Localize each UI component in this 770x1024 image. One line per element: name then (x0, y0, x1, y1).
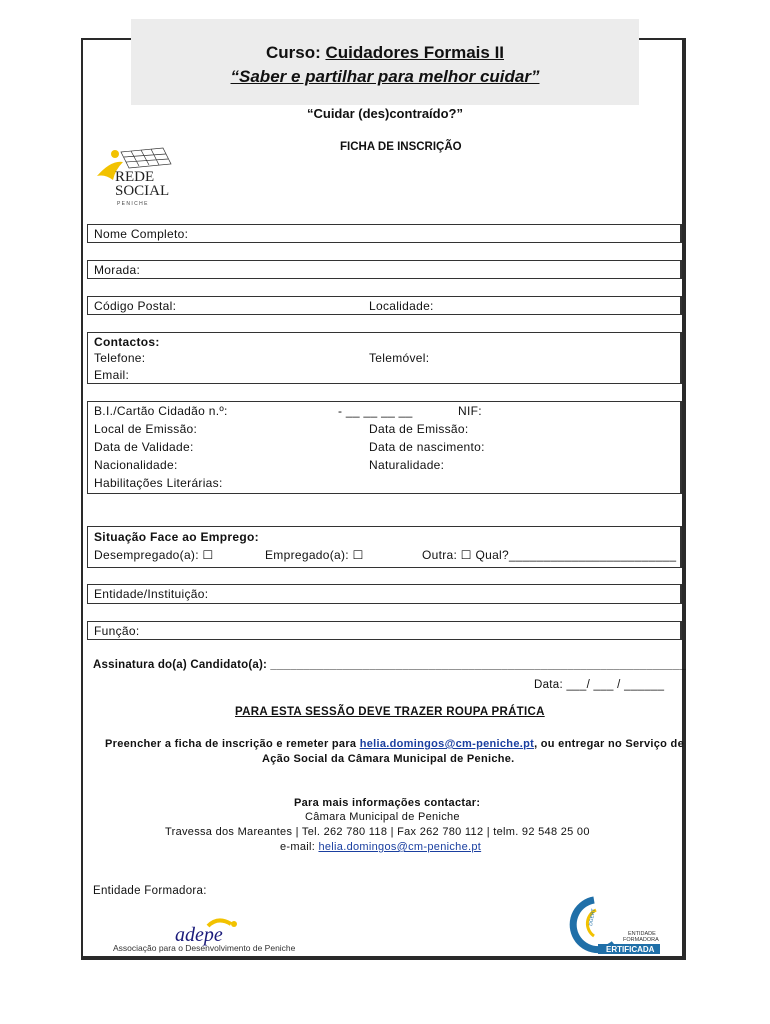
session-title: “Cuidar (des)contraído?” (306, 106, 463, 121)
svg-text:P E N I C H E: P E N I C H E (117, 201, 148, 207)
label-entidade: Entidade/Instituição: (94, 587, 209, 601)
svg-text:Associação para o Desenvolvime: Associação para o Desenvolvimento de Peniche (113, 943, 296, 953)
label-telemovel: Telemóvel: (369, 351, 430, 365)
label-codigo-postal: Código Postal: (94, 299, 177, 313)
course-title: Curso: Cuidadores Formais II (265, 43, 505, 62)
label-contactos: Contactos: (94, 335, 160, 349)
info-email-link[interactable]: helia.domingos@cm-peniche.pt (318, 841, 482, 853)
label-nome: Nome Completo: (94, 227, 189, 241)
row-identificacao[interactable] (87, 401, 682, 494)
svg-text:ERTIFICADA: ERTIFICADA (606, 945, 655, 954)
row-contactos[interactable] (87, 332, 682, 384)
date-line[interactable]: Data: ___/ ___ / ______ (534, 679, 665, 691)
svg-text:DGERT: DGERT (588, 908, 597, 927)
info-organization: Câmara Municipal de Peniche (305, 811, 460, 823)
label-naturalidade: Naturalidade: (369, 458, 445, 472)
svg-text:FORMADORA: FORMADORA (623, 937, 659, 943)
course-subtitle: “Saber e partilhar para melhor cuidar” (230, 67, 540, 86)
row-nome[interactable] (87, 224, 682, 243)
signature-line[interactable]: Assinatura do(a) Candidato(a): _______________________________________________________________ (93, 659, 686, 671)
checkbox-desempregado[interactable]: Desempregado(a): ☐ (94, 548, 214, 562)
row-morada[interactable] (87, 260, 682, 279)
certified-entity-logo (568, 896, 660, 954)
checkbox-empregado[interactable]: Empregado(a): ☐ (265, 548, 364, 562)
label-entidade-formadora: Entidade Formadora: (93, 885, 207, 897)
instructions-email-link[interactable]: helia.domingos@cm-peniche.pt (359, 738, 535, 750)
svg-text:REDE: REDE (115, 169, 155, 185)
adepe-logo (113, 918, 323, 954)
label-telefone: Telefone: (94, 351, 146, 365)
checkbox-outra[interactable]: Outra: ☐ Qual?________________________ (422, 548, 677, 562)
label-local-emissao: Local de Emissão: (94, 422, 198, 436)
label-data-emissao: Data de Emissão: (369, 422, 469, 436)
label-morada: Morada: (94, 263, 141, 277)
row-codigo-postal[interactable] (87, 296, 682, 315)
notice-roupa: PARA ESTA SESSÃO DEVE TRAZER ROUPA PRÁTICA (235, 706, 545, 718)
svg-text:ENTIDADE: ENTIDADE (628, 931, 656, 937)
svg-text:adepe: adepe (175, 924, 223, 946)
label-email: Email: (94, 368, 130, 382)
instructions-line2: Ação Social da Câmara Municipal de Peniche. (262, 753, 515, 765)
label-nif: NIF: (458, 404, 482, 418)
info-title: Para mais informações contactar: (294, 797, 481, 809)
label-data-nascimento: Data de nascimento: (369, 440, 485, 454)
form-title: FICHA DE INSCRIÇÃO (340, 141, 462, 153)
instructions-line1: Preencher a ficha de inscrição e remeter para helia.domingos@cm-peniche.pt, ou entregar no Serviço de (105, 738, 684, 750)
bi-digits: - __ __ __ __ (338, 404, 413, 418)
info-address: Travessa dos Mareantes | Tel. 262 780 118 | Fax 262 780 112 | telm. 92 548 25 00 (165, 826, 590, 838)
label-funcao: Função: (94, 624, 140, 638)
label-localidade: Localidade: (369, 299, 434, 313)
svg-text:SOCIAL: SOCIAL (115, 183, 170, 199)
label-habilitacoes: Habilitações Literárias: (94, 476, 223, 490)
rede-social-logo (93, 146, 183, 208)
row-situacao-emprego[interactable] (87, 526, 682, 568)
info-email-line: e-mail: helia.domingos@cm-peniche.pt (280, 841, 482, 853)
label-situacao: Situação Face ao Emprego: (94, 530, 259, 544)
label-bi: B.I./Cartão Cidadão n.º: (94, 404, 228, 418)
label-data-validade: Data de Validade: (94, 440, 194, 454)
row-funcao[interactable] (87, 621, 682, 640)
row-entidade[interactable] (87, 584, 682, 604)
label-nacionalidade: Nacionalidade: (94, 458, 178, 472)
